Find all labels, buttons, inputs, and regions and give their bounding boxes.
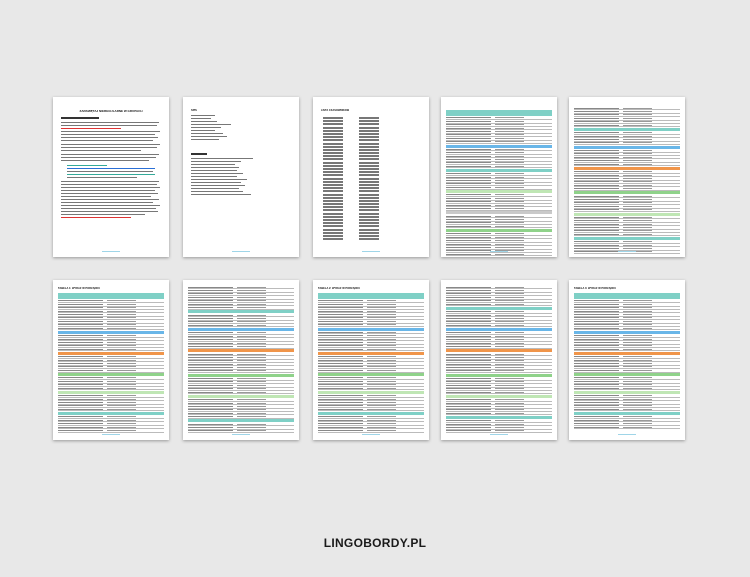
page-title: SPIS	[191, 109, 197, 112]
page-title: LISTA CZASOWNIKÓW	[321, 109, 350, 112]
page-title: ZAPAMIĘTAJ NIEREGULARNE W GRUPACH	[79, 109, 143, 113]
page-2-contents	[183, 97, 299, 257]
page-5-verb-table	[569, 97, 685, 257]
page-7-verb-table	[183, 280, 299, 440]
brand-label: LINGOBORDY.PL	[323, 536, 427, 550]
page-4-verb-table	[441, 97, 557, 257]
page-title: TABELA 2: WYRAZ W PORZĄDKU	[318, 287, 361, 290]
page-title: TABELA 3: WYRAZ W PORZĄDKU	[574, 287, 617, 290]
page-3-verb-list	[313, 97, 429, 257]
page-10-table-3	[569, 280, 685, 440]
page-title: TABELA 1: WYRAZ W PORZĄDKU	[58, 287, 101, 290]
page-1-text-intro	[53, 97, 169, 257]
page-8-table-2	[313, 280, 429, 440]
page-6-table-1	[53, 280, 169, 440]
page-9-verb-table	[441, 280, 557, 440]
